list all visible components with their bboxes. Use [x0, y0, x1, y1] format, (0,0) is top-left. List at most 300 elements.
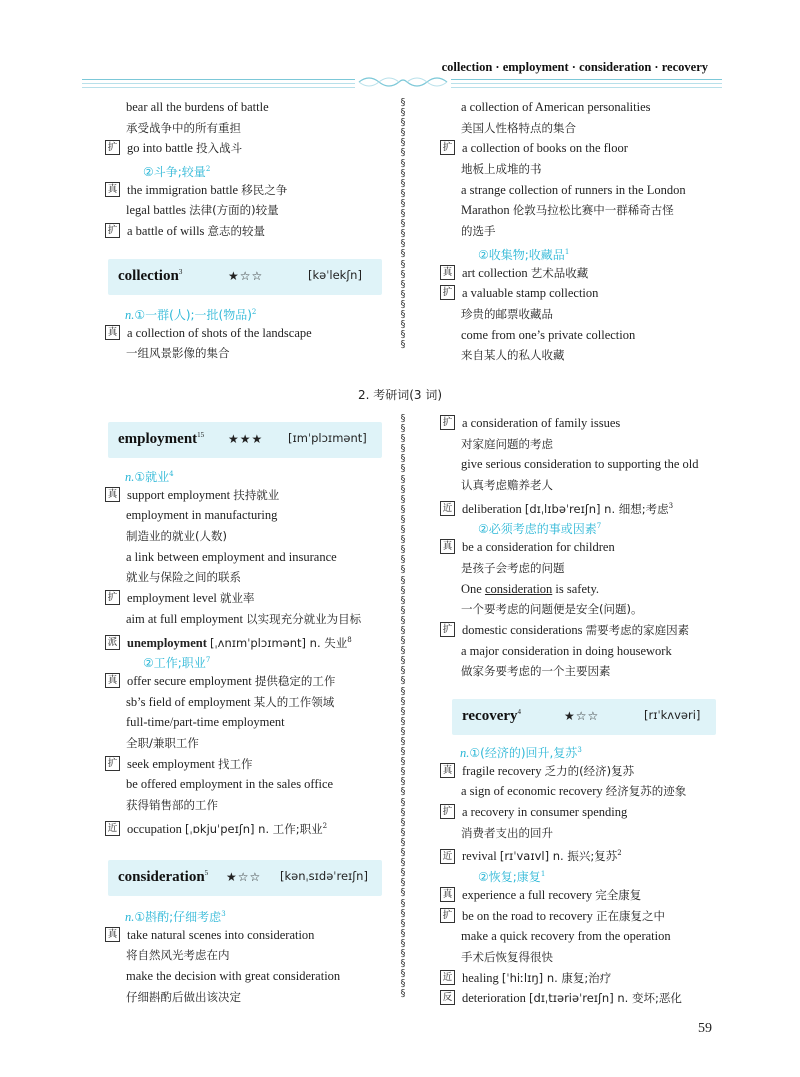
- chinese-text: 就业与保险之间的联系: [126, 570, 241, 585]
- example-line: [440, 283, 740, 304]
- english-text: a link between employment and insurance: [126, 549, 337, 564]
- headword: employment$^{15}$: [118, 431, 205, 447]
- chinese-text: [rɪˈvaɪvl] n. 振兴;复苏: [499, 849, 618, 864]
- divider-glyph: §: [400, 806, 406, 818]
- sense-line: [105, 464, 405, 485]
- text-line: [440, 947, 740, 968]
- divider-glyph: §: [400, 107, 406, 119]
- divider-glyph: §: [400, 725, 406, 737]
- example-line: [105, 584, 406, 609]
- english-text: offer secure employment: [127, 673, 255, 688]
- phonetic: [kəˈlekʃn]: [308, 268, 362, 282]
- english-text: legal battles: [126, 203, 190, 218]
- chinese-text: 需要考虑的家庭因素: [585, 622, 690, 637]
- divider-glyph: §: [400, 339, 406, 351]
- example-line: [105, 671, 405, 692]
- chinese-text: 找工作: [217, 756, 253, 771]
- chinese-text: 认真考虑赡养老人: [461, 478, 553, 493]
- english-text: make the decision with great consideration: [126, 969, 341, 984]
- headword-box-employment: [108, 422, 382, 458]
- divider-glyph: §: [400, 574, 406, 586]
- tag-icon: 扩: [440, 908, 455, 923]
- divider-glyph: §: [400, 988, 406, 1000]
- column-left-employment: [105, 464, 405, 836]
- english-text: a recovery in consumer spending: [462, 805, 628, 820]
- frequency-sup: 3: [577, 746, 582, 754]
- divider-glyph: §: [400, 453, 406, 465]
- english-text: healing: [462, 970, 502, 985]
- text-line: [440, 97, 740, 118]
- chinese-text: [ˈhiːlɪŋ] n. 康复;治疗: [501, 970, 612, 985]
- tag-icon: 近: [440, 501, 455, 516]
- divider-glyph: §: [400, 258, 406, 270]
- column-divider: [399, 414, 407, 1004]
- frequency-sup: 8: [347, 635, 352, 644]
- english-text: unemployment: [127, 635, 210, 650]
- english-text: be a consideration for children: [462, 540, 615, 555]
- chinese-text: 移民之争: [241, 182, 288, 197]
- chinese-text: [ˌʌnɪmˈplɔɪmənt] n. 失业: [210, 635, 348, 650]
- header-title: collection · employment · consideration · recovery: [441, 60, 708, 74]
- divider-glyph: §: [400, 836, 406, 848]
- english-text: is safety.: [552, 581, 600, 596]
- divider-glyph: §: [400, 524, 406, 536]
- divider-glyph: §: [400, 937, 406, 949]
- divider-glyph: §: [400, 857, 406, 869]
- phonetic: [kənˌsɪdəˈreɪʃn]: [280, 869, 368, 883]
- english-text: occupation: [127, 821, 185, 836]
- chinese-text: 就业率: [220, 591, 255, 606]
- frequency-sup: 2: [251, 308, 257, 316]
- sense-line: [105, 650, 405, 671]
- frequency-sup: 1: [564, 247, 570, 256]
- chinese-text: [dɪˌlɪbəˈreɪʃn] n. 细想;考虑: [524, 501, 669, 516]
- part-of-speech: n.: [125, 470, 135, 485]
- divider-glyph: §: [400, 887, 406, 899]
- english-text: a battle of wills: [127, 224, 208, 239]
- tag-icon: 真: [440, 887, 455, 902]
- chinese-text: 仔细斟酌后做出该决定: [126, 989, 241, 1004]
- divider-glyph: §: [400, 238, 406, 250]
- text-line: [105, 97, 405, 118]
- chinese-text: 是孩子会考虑的问题: [461, 560, 565, 575]
- example-line: [440, 802, 740, 823]
- english-text: full-time/part-time employment: [126, 715, 285, 730]
- divider-glyph: §: [400, 826, 406, 838]
- divider-glyph: §: [400, 443, 406, 455]
- english-text: employment in manufacturing: [126, 508, 278, 523]
- divider-glyph: §: [400, 218, 406, 230]
- chinese-text: 做家务要考虑的一个主要因素: [461, 664, 611, 679]
- divider-glyph: §: [400, 897, 406, 909]
- tag-icon: 真: [105, 487, 120, 502]
- tag-icon: 近: [440, 849, 455, 864]
- divider-glyph: §: [400, 685, 406, 697]
- divider-glyph: §: [400, 766, 406, 778]
- tag-icon: 真: [105, 182, 120, 197]
- chinese-text: 扶持就业: [233, 487, 280, 502]
- english-text: be offered employment in the sales office: [126, 777, 334, 792]
- divider-glyph: §: [400, 695, 406, 707]
- divider-glyph: §: [400, 917, 406, 929]
- example-line: [105, 218, 406, 242]
- divider-glyph: §: [400, 127, 406, 139]
- chinese-text: 手术后恢复得很快: [461, 949, 553, 964]
- english-text: a consideration of family issues: [462, 416, 621, 430]
- divider-glyph: §: [400, 675, 406, 687]
- english-text: be on the road to recovery: [462, 908, 596, 923]
- chinese-text: 美国人性格特点的集合: [461, 120, 576, 135]
- english-text: support employment: [127, 487, 234, 502]
- sense-text: ②收集物;收藏品: [478, 247, 565, 262]
- headword: collection$^3$: [118, 268, 183, 284]
- divider-glyph: §: [400, 746, 406, 758]
- frequency-sup: 7: [596, 522, 602, 531]
- tag-icon: 扩: [105, 140, 120, 155]
- divider-glyph: §: [400, 927, 406, 939]
- divider-glyph: §: [400, 564, 406, 576]
- example-line: [440, 761, 740, 782]
- text-line: [440, 159, 740, 180]
- tag-icon: 派: [105, 635, 120, 650]
- english-text: a strange collection of runners in the London: [461, 182, 686, 197]
- chinese-text: 对家庭问题的考虑: [461, 436, 553, 451]
- english-text: experience a full recovery: [462, 887, 596, 902]
- chinese-text: [dɪˌtɪəriəˈreɪʃn] n. 变坏;恶化: [529, 991, 682, 1006]
- example-line: [440, 988, 740, 1009]
- divider-glyph: §: [400, 503, 406, 515]
- text-line: [105, 733, 405, 754]
- chinese-text: 消费者支出的回升: [461, 825, 553, 840]
- frequency-sup: 2: [322, 821, 328, 830]
- chinese-text: 艺术品收藏: [530, 265, 589, 280]
- divider-glyph: §: [400, 288, 406, 300]
- headword-box-consideration: [108, 860, 382, 896]
- divider-glyph: §: [400, 645, 406, 657]
- chinese-text: 来自某人的私人收藏: [461, 348, 565, 363]
- divider-glyph: §: [400, 736, 406, 747]
- english-text: bear all the burdens of battle: [126, 100, 269, 114]
- divider-glyph: §: [400, 414, 406, 424]
- sense-line: [440, 516, 740, 537]
- divider-glyph: §: [400, 187, 406, 199]
- text-line: [105, 197, 406, 221]
- example-line: [440, 263, 740, 284]
- english-text: fragile recovery: [462, 763, 545, 778]
- chinese-text: 以实现充分就业为目标: [246, 611, 362, 626]
- english-text: domestic considerations: [462, 622, 586, 637]
- example-line: [105, 323, 405, 344]
- divider-glyph: §: [400, 978, 406, 990]
- example-line: [105, 138, 405, 159]
- sense-line: [440, 740, 740, 761]
- sense-line: [440, 864, 740, 885]
- divider-glyph: §: [400, 308, 406, 320]
- english-text: a valuable stamp collection: [462, 286, 599, 301]
- example-line: [440, 968, 740, 989]
- divider-glyph: §: [400, 544, 406, 556]
- text-line: [440, 200, 740, 221]
- chinese-text: 获得销售部的工作: [126, 798, 218, 812]
- sense-line: [105, 904, 405, 925]
- divider-glyph: §: [400, 117, 406, 129]
- divider-glyph: §: [400, 463, 406, 475]
- example-line: [105, 816, 405, 837]
- frequency-sup: 2: [205, 165, 211, 174]
- headword: consideration$^5$: [118, 869, 209, 885]
- divider-glyph: §: [400, 635, 406, 647]
- example-line: [440, 138, 740, 159]
- english-text: a sign of economic recovery: [461, 784, 606, 799]
- text-line: [105, 692, 405, 713]
- divider-glyph: §: [400, 278, 406, 290]
- column-left-top: [105, 97, 405, 242]
- column-divider: [399, 98, 407, 360]
- tag-icon: 真: [440, 265, 455, 280]
- frequency-sup: 7: [205, 656, 211, 665]
- divider-glyph: §: [400, 554, 406, 566]
- divider-glyph: §: [400, 483, 406, 495]
- text-line: [440, 434, 740, 455]
- phonetic: [ɪmˈplɔɪmənt]: [288, 431, 367, 445]
- english-text: revival: [462, 849, 500, 864]
- text-line: [440, 558, 740, 579]
- header-ornament: [355, 74, 451, 90]
- english-text: go into battle: [127, 141, 197, 156]
- divider-glyph: §: [400, 177, 406, 189]
- divider-glyph: §: [400, 624, 406, 636]
- tag-icon: 扩: [440, 140, 455, 155]
- text-line: [105, 505, 405, 526]
- tag-icon: 真: [105, 927, 120, 942]
- divider-glyph: §: [400, 958, 406, 970]
- chinese-text: [ˌɒkjuˈpeɪʃn] n. 工作;职业: [184, 821, 323, 836]
- divider-glyph: §: [400, 665, 406, 677]
- divider-glyph: §: [400, 614, 406, 626]
- tag-icon: 扩: [440, 415, 455, 430]
- text-line: [440, 345, 740, 366]
- example-line: [440, 496, 740, 517]
- divider-glyph: §: [400, 98, 406, 108]
- divider-glyph: §: [400, 877, 406, 889]
- text-line: [105, 945, 405, 966]
- chinese-text: 乏力的(经济)复苏: [544, 763, 635, 778]
- english-text: a major consideration in doing housework: [461, 643, 672, 658]
- sense-line: [440, 242, 740, 263]
- chinese-text: 将自然风光考虑在内: [126, 948, 230, 963]
- text-line: [105, 118, 405, 139]
- star-rating-icon: ★☆☆: [226, 870, 262, 884]
- divider-glyph: §: [400, 493, 406, 505]
- underlined-word: consideration: [484, 581, 553, 596]
- text-line: [105, 966, 406, 990]
- frequency-sup: 3: [668, 501, 674, 510]
- english-text: a collection of books on the floor: [462, 141, 628, 156]
- sense-text: ②必须考虑的事或因素: [478, 522, 597, 537]
- sense-text: ②恢复;康复: [478, 870, 541, 885]
- sense-line: [105, 159, 405, 180]
- text-line: [105, 987, 405, 1008]
- divider-glyph: §: [400, 248, 406, 260]
- column-right-top: [440, 97, 740, 366]
- phonetic: [rɪˈkʌvəri]: [644, 708, 701, 722]
- chinese-text: 某人的工作领域: [253, 694, 335, 709]
- example-line: [105, 925, 405, 946]
- english-text: a collection of American personalities: [461, 100, 651, 114]
- tag-icon: 扩: [105, 223, 120, 238]
- sense-text: ①斟酌;仔细考虑: [134, 910, 222, 925]
- example-line: [440, 906, 740, 927]
- text-line: [440, 325, 740, 346]
- divider-glyph: §: [400, 705, 406, 717]
- divider-glyph: §: [400, 604, 406, 616]
- tag-icon: 真: [440, 763, 455, 778]
- divider-glyph: §: [400, 968, 406, 980]
- english-text: employment level: [127, 591, 221, 606]
- divider-glyph: §: [400, 197, 406, 209]
- divider-glyph: §: [400, 816, 406, 828]
- divider-glyph: §: [400, 756, 406, 768]
- text-line: [105, 795, 405, 816]
- headword: recovery$^4$: [462, 708, 522, 724]
- english-text: sb’s field of employment: [126, 694, 254, 709]
- example-line: [440, 843, 740, 864]
- sense-text: ②斗争;较量: [143, 165, 206, 180]
- chinese-text: 经济复苏的迹象: [605, 784, 687, 799]
- text-line: [440, 454, 740, 475]
- divider-glyph: §: [400, 534, 406, 546]
- tag-icon: 扩: [440, 285, 455, 300]
- text-line: [440, 823, 740, 844]
- divider-glyph: §: [400, 776, 406, 788]
- chinese-text: 意志的较量: [207, 224, 266, 239]
- text-line: [105, 544, 406, 568]
- divider-glyph: §: [400, 907, 406, 919]
- tag-icon: 近: [105, 821, 120, 836]
- english-text: a collection of shots of the landscape: [127, 325, 312, 340]
- divider-glyph: §: [400, 867, 406, 879]
- text-line: [105, 774, 406, 798]
- tag-icon: 真: [105, 673, 120, 688]
- page-header: [0, 0, 800, 90]
- chinese-text: 珍贵的邮票收藏品: [461, 306, 553, 321]
- tag-icon: 扩: [105, 756, 120, 771]
- divider-glyph: §: [400, 947, 406, 959]
- divider-glyph: §: [400, 167, 406, 179]
- english-text: aim at full employment: [126, 611, 247, 626]
- part-of-speech: n.: [125, 308, 135, 323]
- text-line: [440, 781, 740, 802]
- star-rating-icon: ★☆☆: [228, 269, 264, 283]
- text-line: [440, 475, 740, 496]
- part-of-speech: n.: [460, 746, 470, 761]
- example-line: [440, 537, 740, 558]
- divider-glyph: §: [400, 715, 406, 727]
- chinese-text: 制造业的就业(人数): [126, 529, 227, 544]
- divider-glyph: §: [400, 796, 406, 808]
- english-text: One: [461, 581, 485, 596]
- divider-glyph: §: [400, 786, 406, 798]
- english-text: give serious consideration to supporting the old: [461, 457, 699, 472]
- page-number: 59: [698, 1021, 712, 1036]
- example-line: [440, 413, 740, 434]
- text-line: [440, 599, 740, 620]
- sense-text: ①就业: [134, 470, 170, 485]
- column-left-collection: [105, 298, 406, 364]
- text-line: [440, 641, 740, 662]
- tag-icon: 真: [440, 539, 455, 554]
- divider-glyph: §: [400, 147, 406, 159]
- chinese-text: 伦敦马拉松比赛中一群稀奇古怪: [512, 203, 674, 218]
- text-line: [440, 221, 740, 242]
- divider-glyph: §: [400, 208, 406, 220]
- tag-icon: 扩: [440, 622, 455, 637]
- frequency-sup: 4: [169, 470, 174, 478]
- section-title: 2. 考研词(3 词): [357, 388, 443, 402]
- text-line: [105, 526, 405, 547]
- frequency-sup: 2: [617, 849, 622, 858]
- star-rating-icon: ★★★: [228, 432, 264, 446]
- text-line: [440, 579, 740, 600]
- chinese-text: 全职/兼职工作: [126, 735, 199, 750]
- example-line: [105, 485, 405, 506]
- text-line: [440, 118, 740, 139]
- chinese-text: 承受战争中的所有重担: [126, 120, 241, 135]
- divider-glyph: §: [400, 584, 406, 596]
- text-line: [440, 180, 740, 201]
- divider-glyph: §: [400, 298, 406, 310]
- divider-glyph: §: [400, 433, 406, 445]
- english-text: seek employment: [127, 756, 218, 771]
- column-right-consideration: [440, 413, 740, 682]
- chinese-text: 一组风景影像的集合: [126, 346, 230, 361]
- divider-glyph: §: [400, 319, 406, 331]
- english-text: Marathon: [461, 203, 513, 218]
- example-line: [105, 177, 406, 201]
- chinese-text: 一个要考虑的问题便是安全(问题)。: [461, 602, 643, 617]
- divider-glyph: §: [400, 513, 406, 525]
- text-line: [105, 712, 405, 733]
- english-text: make a quick recovery from the operation: [461, 929, 671, 944]
- tag-icon: 真: [105, 325, 120, 340]
- text-line: [440, 661, 740, 682]
- english-text: deterioration: [462, 991, 529, 1006]
- english-text: deliberation: [462, 501, 525, 516]
- divider-glyph: §: [400, 473, 406, 485]
- english-text: take natural scenes into consideration: [127, 927, 315, 942]
- text-line: [105, 343, 405, 364]
- tag-icon: 扩: [105, 590, 120, 605]
- sense-text: ①一群(人);一批(物品): [134, 308, 252, 323]
- chinese-text: 正在康复之中: [595, 908, 665, 923]
- divider-glyph: §: [400, 655, 406, 667]
- star-rating-icon: ★☆☆: [564, 709, 600, 723]
- english-text: the immigration battle: [127, 182, 242, 197]
- example-line: [440, 885, 740, 906]
- sense-text: ②工作;职业: [143, 656, 206, 671]
- chinese-text: 完全康复: [595, 887, 642, 902]
- text-line: [105, 609, 405, 630]
- chinese-text: 投入战斗: [196, 141, 243, 156]
- text-line: [440, 304, 740, 325]
- headword-box-collection: [108, 259, 382, 295]
- text-line: [105, 564, 406, 588]
- column-left-consideration: [105, 904, 405, 1007]
- sense-text: ①(经济的)回升,复苏: [469, 746, 578, 761]
- divider-glyph: §: [400, 228, 406, 240]
- chinese-text: 的选手: [461, 224, 496, 239]
- part-of-speech: n.: [125, 910, 135, 925]
